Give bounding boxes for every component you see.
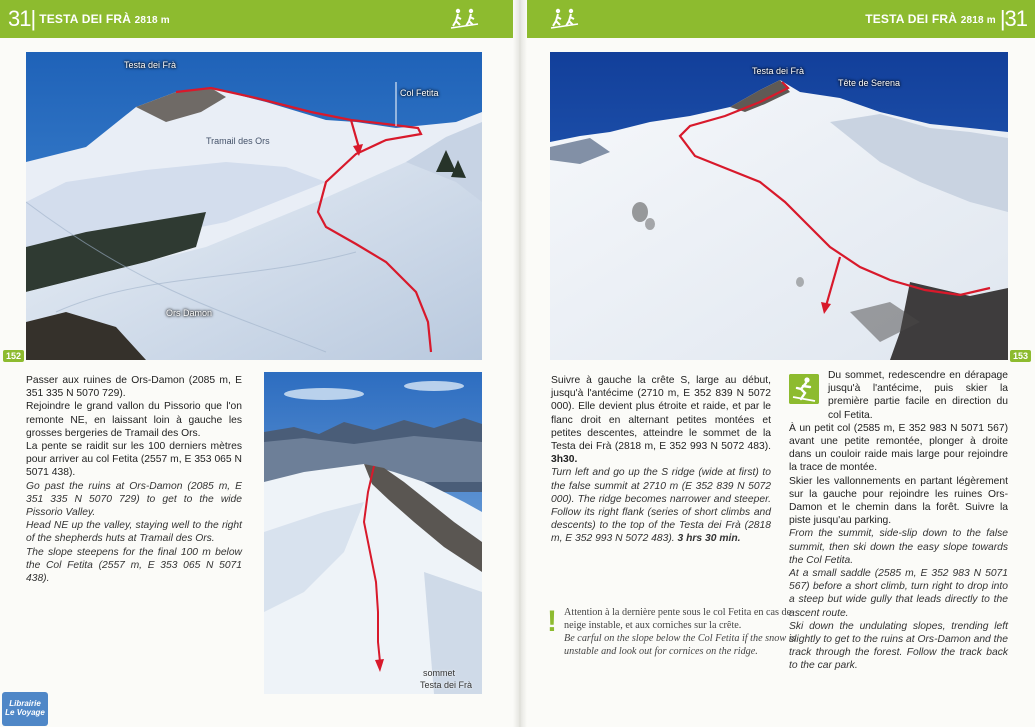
ski-touring-icon [450, 8, 480, 30]
photo-label: Col Fetita [400, 88, 439, 98]
exclamation-icon: ! [547, 605, 557, 638]
text-en: Ski down the undulating slopes, trending left slightly to get to the ruins at Ors-Damon and the track through the forest. Follow the track back to the car park. [789, 620, 1008, 672]
text-en: Head NE up the valley, staying well to the right of the shepherds huts at Tramail des Ors. [26, 520, 242, 545]
photo-label: Testa dei Frà [752, 66, 805, 76]
duration-en: 3 hrs 30 min. [677, 533, 741, 545]
text-en: The slope steepens for the final 100 m below the Col Fetita (2557 m, E 353 065 N 5071 438). [26, 546, 242, 585]
photo-label: Tête de Serena [838, 78, 901, 88]
page-header-left [0, 0, 513, 38]
text-fr: Suivre à gauche la crête S, large au début, jusqu'à l'antécime (2710 m, E 352 839 N 5072 000). Elle devient plus étroite et raide, et par le flanc droit en alternant petites montées et petites descentes, atteindre le sommet de la Testa dei Frà (2818 m, E 352 993 N 5072 483). 3h30. [551, 375, 771, 466]
warning-en: Be carful on the slope below the Col Fetita if the snow is unstable and look out for cornices on the ridge. [564, 633, 796, 657]
route-photo-ridge [264, 372, 482, 694]
photo-label: Ors Damon [166, 308, 213, 318]
route-number: 31| [8, 6, 36, 31]
folio-left: 152 [3, 350, 24, 362]
text-fr: À un petit col (2585 m, E 352 983 N 5071 567) avant une petite remontée, plonger à droite dans un couloir raide mais large pour rejoindre la trace de montée. [789, 422, 1008, 474]
librairie-watermark-logo: Librairie Le Voyage [2, 692, 48, 726]
text-left-column [26, 374, 242, 585]
text-fr: La pente se raidit sur les 100 derniers mètres pour arriver au col Fetita (2557 m, E 353 065 N 5071 438). [26, 441, 242, 479]
text-fr: Passer aux ruines de Ors-Damon (2085 m, E 351 335 N 5070 729). [26, 375, 242, 400]
photo-label: Testa dei Frà [420, 680, 473, 690]
text-en: From the summit, side-slip down to the false summit, then ski down the easy slope towards the Col Fetita. [789, 528, 1008, 566]
warning-fr: Attention à la dernière pente sous le col Fetita en cas de neige instable, et aux corniches sur la crête. [564, 607, 792, 631]
duration-fr: 3h30. [551, 454, 578, 466]
text-right-column [789, 369, 1008, 673]
route-title: TESTA DEI FRÀ 2818 m [865, 12, 996, 26]
page-header-right [527, 0, 1035, 38]
photo-label: sommet [423, 668, 456, 678]
text-en: Go past the ruins at Ors-Damon (2085 m, E 351 335 N 5070 729) to get to the wide Pissorio Valley. [26, 480, 242, 519]
route-photo-ascent [26, 52, 482, 360]
book-gutter [513, 0, 527, 727]
text-fr: Rejoindre le grand vallon du Pissorio que l'on remonte NE, en laissant loin à gauche les grosses bergeries de Tramail des Ors. [26, 401, 242, 439]
route-title: TESTA DEI FRÀ 2818 m [39, 12, 170, 26]
route-photo-descent [550, 52, 1008, 360]
route-number: |31 [999, 6, 1027, 31]
photo-label: Testa dei Frà [124, 60, 177, 70]
text-en: Turn left and go up the S ridge (wide at first) to the false summit at 2710 m (E 352 839 N 5072 000). The ridge becomes narrower and steeper. Follow its right flank (series of short climbs and descents) to the top of the Testa dei Frà (2818 m, E 352 993 N 5072 483). 3 hrs 30 min. [551, 467, 771, 545]
warning-note [547, 606, 797, 658]
text-fr: Du sommet, redescendre en dérapage jusqu'à l'antécime, puis skier la première partie facile en direction du col Fetita. [828, 370, 1008, 421]
text-en: At a small saddle (2585 m, E 352 983 N 5071 567) before a short climb, turn right to drop into a steep but wide gully that leads directly to the ascent route. [789, 568, 1008, 619]
text-fr: Skier les vallonnements en partant légèrement sur la gauche pour rejoindre les ruines Ors-Damon et le chemin dans la forêt. Suivre la piste jusqu'au parking. [789, 475, 1008, 527]
photo-label: Tramail des Ors [206, 136, 270, 146]
folio-right: 153 [1010, 350, 1031, 362]
text-middle-column [551, 374, 771, 546]
ski-touring-icon [550, 8, 580, 30]
